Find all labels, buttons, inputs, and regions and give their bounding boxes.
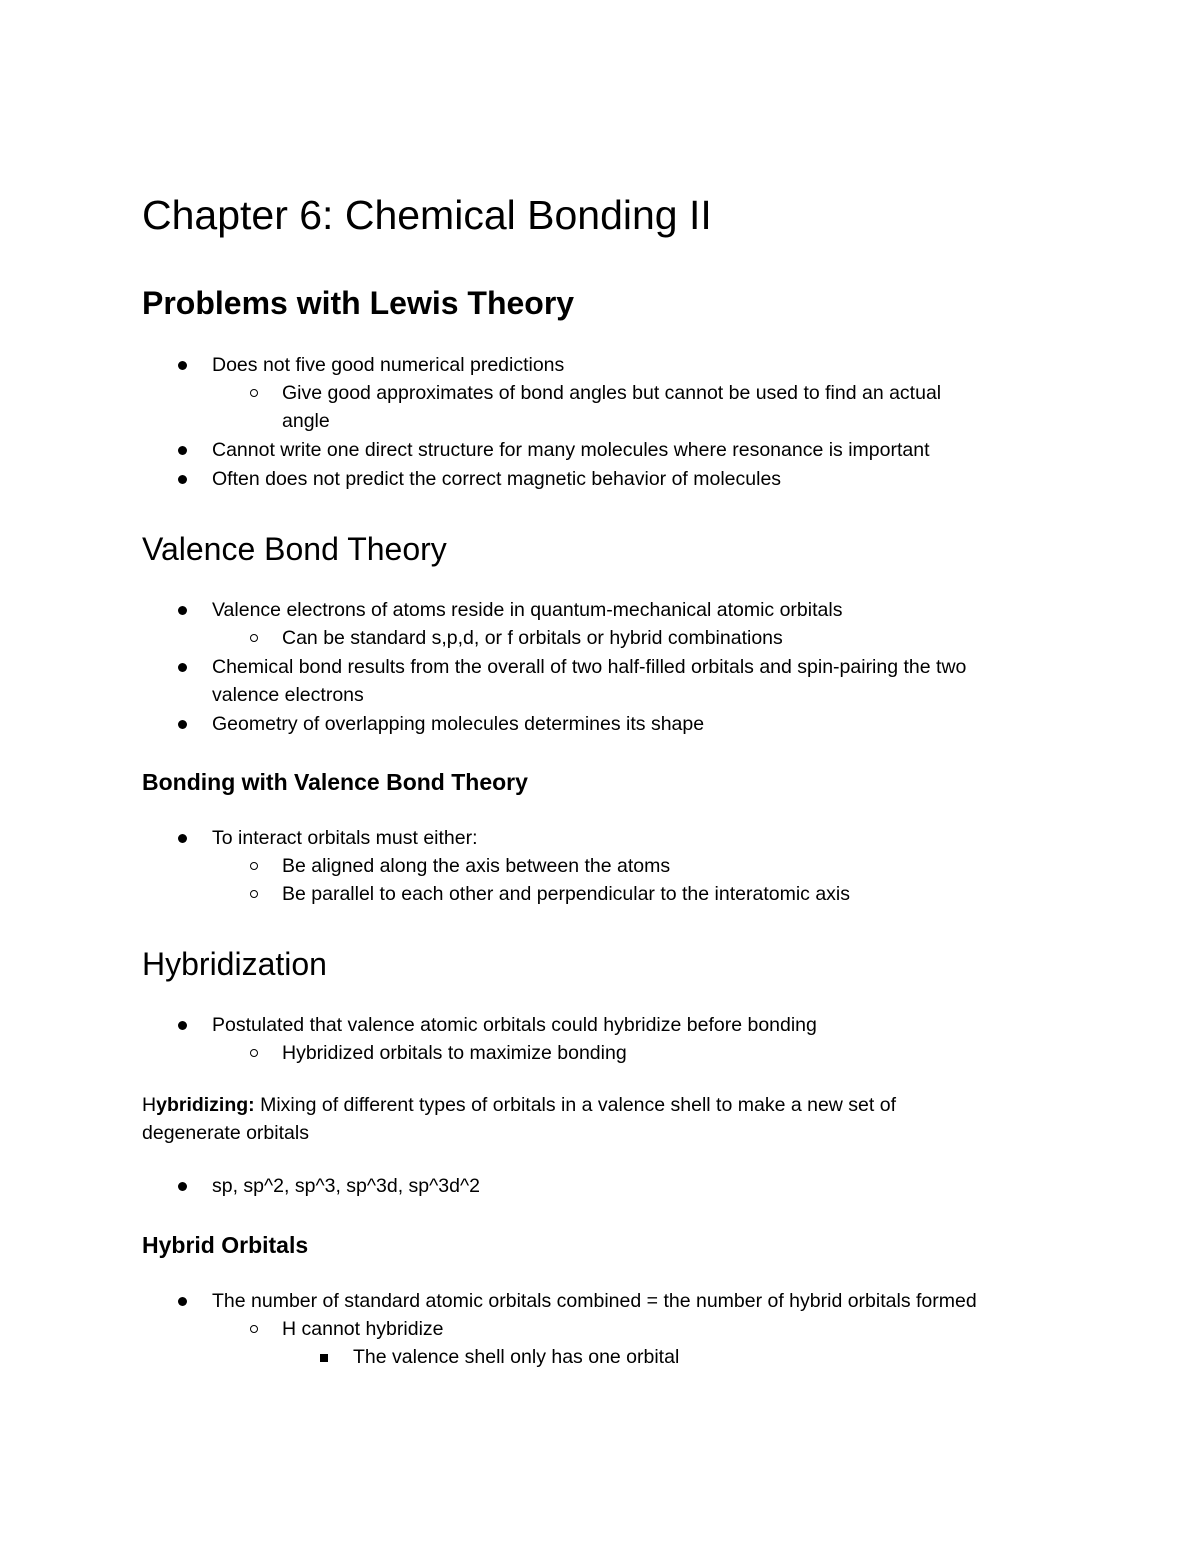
definition-paragraph [142,1091,896,1119]
list-item: H cannot hybridize [282,1318,444,1340]
list-item: The number of standard atomic orbitals combined = the number of hybrid orbitals formed [212,1290,977,1312]
page-title: Chapter 6: Chemical Bonding II [142,192,712,238]
list-item: Does not five good numerical predictions [212,354,565,376]
bullet-circle-icon [250,862,258,870]
bullet-disc-icon [178,1297,187,1306]
list-item-continuation: angle [282,410,330,432]
bullet-disc-icon [178,1021,187,1030]
list-item: Give good approximates of bond angles but cannot be used to find an actual [282,382,942,404]
bullet-square-icon [320,1354,328,1362]
definition-prefix: H [142,1094,157,1116]
list-item: Valence electrons of atoms reside in quantum-mechanical atomic orbitals [212,599,843,621]
list-item: Postulated that valence atomic orbitals could hybridize before bonding [212,1014,817,1036]
section-heading-valence: Valence Bond Theory [142,531,447,567]
list-item: Be aligned along the axis between the atoms [282,855,671,877]
list-item: Can be standard s,p,d, or f orbitals or hybrid combinations [282,627,783,649]
list-item-continuation: valence electrons [212,684,364,706]
list-item: Chemical bond results from the overall of two half-filled orbitals and spin-pairing the two [212,656,967,678]
subsection-heading-bonding: Bonding with Valence Bond Theory [142,769,528,795]
bullet-circle-icon [250,1325,258,1333]
section-heading-hybridization: Hybridization [142,946,327,982]
bullet-circle-icon [250,1049,258,1057]
bullet-disc-icon [178,475,187,484]
section-heading-lewis: Problems with Lewis Theory [142,285,575,321]
list-item: To interact orbitals must either: [212,827,478,849]
list-item: Often does not predict the correct magnetic behavior of molecules [212,468,782,490]
bullet-circle-icon [250,389,258,397]
bullet-disc-icon [178,663,187,672]
list-item: sp, sp^2, sp^3, sp^3d, sp^3d^2 [212,1175,480,1197]
subsection-heading-hybrid-orbitals: Hybrid Orbitals [142,1232,309,1258]
list-item: Cannot write one direct structure for many molecules where resonance is important [212,439,930,461]
list-item: Be parallel to each other and perpendicular to the interatomic axis [282,883,851,905]
bullet-disc-icon [178,446,187,455]
bullet-disc-icon [178,606,187,615]
definition-text: Mixing of different types of orbitals in a valence shell to make a new set of [254,1094,896,1116]
list-item: Hybridized orbitals to maximize bonding [282,1042,627,1064]
bullet-disc-icon [178,361,187,370]
bullet-circle-icon [250,634,258,642]
list-item: Geometry of overlapping molecules determines its shape [212,713,705,735]
definition-paragraph-continuation: degenerate orbitals [142,1122,309,1144]
bullet-disc-icon [178,1182,187,1191]
definition-term: ybridizing: [156,1094,255,1116]
list-item: The valence shell only has one orbital [353,1346,680,1368]
bullet-disc-icon [178,834,187,843]
bullet-disc-icon [178,720,187,729]
bullet-circle-icon [250,890,258,898]
